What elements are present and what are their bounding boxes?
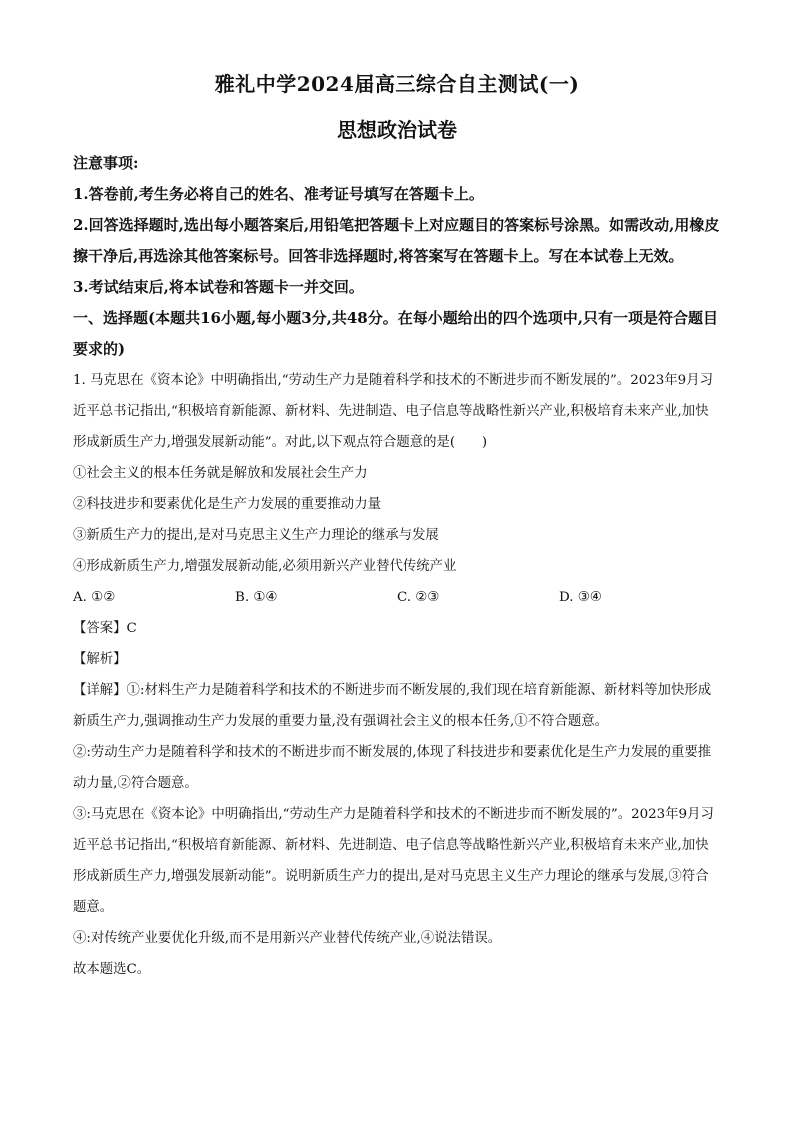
statement-3: ③新质生产力的提出,是对马克思主义生产力理论的继承与发展 <box>73 528 439 543</box>
notice-item-3: 3.考试结束后,将本试卷和答题卡一并交回。 <box>73 278 364 296</box>
option-b: B. ①④ <box>235 590 278 605</box>
statement-1: ①社会主义的根本任务就是解放和发展社会生产力 <box>73 466 368 481</box>
page-subtitle: 思想政治试卷 <box>337 118 457 142</box>
option-a: A. ①② <box>73 590 116 605</box>
detail-4: ④:对传统产业要优化升级,而不是用新兴产业替代传统产业,④说法错误。 <box>73 931 502 946</box>
statement-4: ④形成新质生产力,增强发展新动能,必须用新兴产业替代传统产业 <box>73 559 457 574</box>
section-heading: 一、选择题(本题共16小题,每小题3分,共48分。在每小题给出的四个选项中,只有一项是符合题目要求的) <box>73 309 718 358</box>
page-title: 雅礼中学2024届高三综合自主测试(一) <box>214 72 580 96</box>
detail-2: ②:劳动生产力是随着科学和技术的不断进步而不断发展的,体现了科技进步和要素优化是生产力发展的重要推动力量,②符合题意。 <box>73 745 712 791</box>
document-body <box>73 148 721 985</box>
detail-3: ③:马克思在《资本论》中明确指出,“劳动生产力是随着科学和技术的不断进步而不断发展的”。2023年9月习近平总书记指出,“积极培育新能源、新材料、先进制造、电子信息等战略性新兴产业,积极培育未来产业,加快形成新质生产力,增强发展新动能”。说明新质生产力的提出,是对马克思主义生产力理论的继承与发展,③符合题意。 <box>73 807 714 915</box>
analysis-label: 【解析】 <box>73 652 127 667</box>
notice-heading: 注意事项: <box>73 154 139 172</box>
notice-item-1: 1.答卷前,考生务必将自己的姓名、准考证号填写在答题卡上。 <box>73 185 484 203</box>
notice-item-2: 2.回答选择题时,选出每小题答案后,用铅笔把答题卡上对应题目的答案标号涂黑。如需改动,用橡皮擦干净后,再选涂其他答案标号。回答非选择题时,将答案写在答题卡上。写在本试卷上无效。 <box>73 216 720 265</box>
detail-1: 【详解】①:材料生产力是随着科学和技术的不断进步而不断发展的,我们现在培育新能源、新材料等加快形成新质生产力,强调推动生产力发展的重要力量,没有强调社会主义的根本任务,①不符合题意。 <box>73 683 712 729</box>
question-stem: 1. 马克思在《资本论》中明确指出,“劳动生产力是随着科学和技术的不断进步而不断发展的”。2023年9月习近平总书记指出,“积极培育新能源、新材料、先进制造、电子信息等战略性新兴产业,积极培育未来产业,加快形成新质生产力,增强发展新动能”。对此,以下观点符合题意的是( ) <box>73 373 713 450</box>
option-c: C. ②③ <box>397 590 440 605</box>
option-d: D. ③④ <box>559 590 602 605</box>
statement-2: ②科技进步和要素优化是生产力发展的重要推动力量 <box>73 497 381 512</box>
answer-options <box>73 582 721 613</box>
conclusion: 故本题选C。 <box>73 962 151 977</box>
answer-line: 【答案】C <box>73 621 137 636</box>
